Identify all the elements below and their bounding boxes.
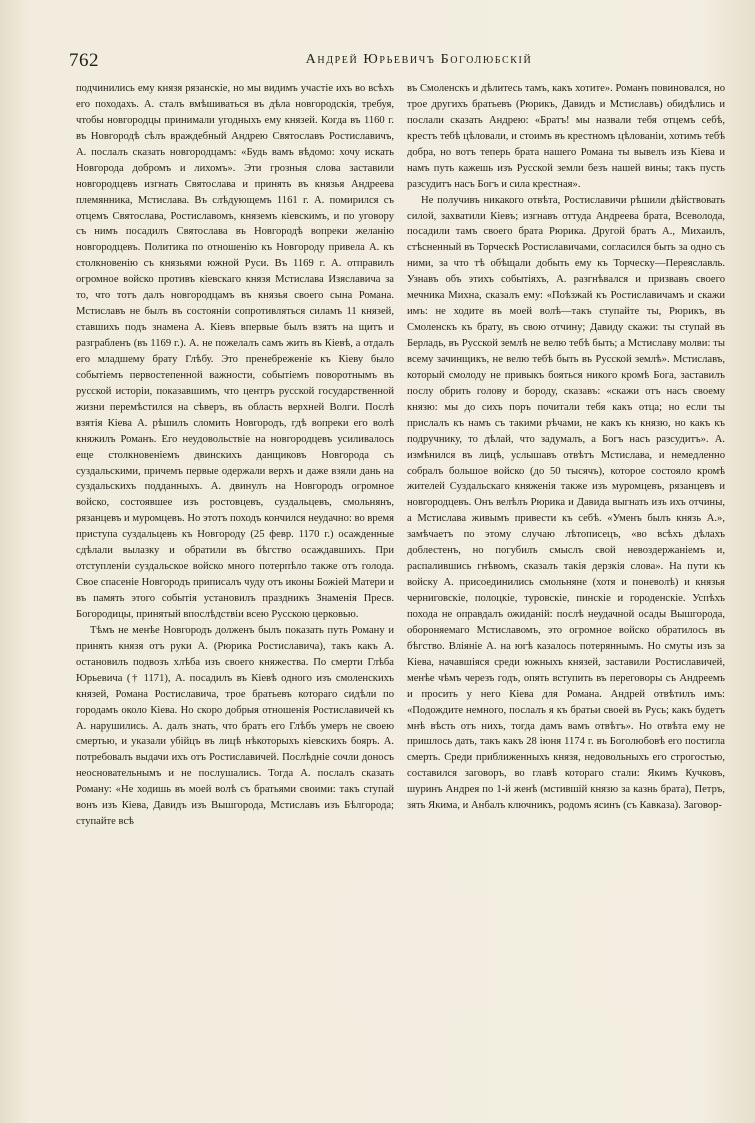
right-paragraph-2: Не получивъ никакого отвѣта, Ростиславичи рѣшили дѣйствовать силой, захватили Кіевъ; изгнавъ оттуда Андреева брата, Всеволода, посадили тамъ своего брата Рюрика. Другой братъ А., Михаилъ, стѣсненный въ Торческѣ Ростиславичами, согласился быть за одно съ ними, за что тѣ обѣщали добыть ему къ Торческу—Переяславль. Узнавъ объ этихъ событіяхъ, А. разгнѣвался и призвавъ своего мечника Михна, сказалъ ему: «Поѣзжай къ Ростиславичамъ и скажи имъ: не ходите въ моей волѣ—такъ ступайте ты, Рюрикъ, въ Смоленскъ къ брату, въ свою отчину; Давиду скажи: ты ступай въ Берладь, въ Русской землѣ не велю тебѣ быть; а Мстиславу молви: ты всему зачинщикъ, не велю тебѣ быть въ Русской землѣ». Мстиславъ, который смолоду не привыкъ бояться никого кромѣ Бога, заставилъ послу обрить голову и бороду, сказавъ: «скажи отъ насъ своему князю: мы до сихъ поръ почитали тебя какъ отца; но если ты прислалъ къ намъ съ такими рѣчами, не какъ къ князю, но какъ къ подручнику, то дѣлай, что задумалъ, а Богъ насъ разсудитъ». А. измѣнился въ лицѣ, услышавъ отвѣтъ Мстислава, и немедленно собралъ большое войско (до 50 тысячъ), которое состояло кромѣ жителей Суздальскаго княженія также изъ муромцевъ, рязанцевъ и новгородцевъ. Онъ велѣлъ Рюрика и Давида выгнать изъ ихъ отчины, а Мстислава живымъ привести къ себѣ. «Уменъ былъ князь А.», замѣчаетъ по этому случаю лѣтописецъ, «во всѣхъ дѣлахъ доблестенъ, но погубилъ смыслъ свой невоздержаніемъ и, распалившись гнѣвомъ, сказалъ такія дерзкія слова». На пути къ войску А. присоединились смольняне (хотя и поневолѣ) и князья черниговскіе, полоцкіе, туровскіе, пинскіе и городенскіе. Успѣхъ похода не оправдалъ ожиданій: послѣ неудачной осады Вышгорода, обороняемаго Мстиславомъ, это огромное войско обратилось въ бѣгство. Вліяніе А. на югѣ казалось потеряннымъ. Но смуты изъ за Кіева, начавшіяся среди южныхъ князей, заставили Ростиславичей, менѣе чѣмъ черезъ годъ, опять вступить въ переговоры съ Андреемъ и просить у него Кіева для Романа. Андрей отвѣтилъ имъ: «Подождите немного, послалъ я къ братьи своей въ Русь; какъ будетъ мнѣ вѣсть отъ нихъ, тогда дамъ вамъ отвѣтъ». Но отвѣта ему не пришлось дать, такъ какъ 28 іюня 1174 г. въ Боголюбовѣ его постигла смерть. Среди приближенныхъ князя, недовольныхъ его строгостью, составился заговоръ, во главѣ котораго стали: Якимъ Кучковъ, шуринъ Андрея по 1-й женѣ (мстившій князю за казнь брата), Петръ, зять Якима, и Анбалъ ключникъ, родомъ ясинъ (съ Кавказа). Заговор- bbox=[407, 194, 725, 812]
page-number: 762 bbox=[69, 50, 99, 71]
right-column bbox=[407, 81, 725, 1091]
right-paragraph-1: въ Смоленскъ и дѣлитесь тамъ, какъ хотите». Романъ повиновался, но трое другихъ братьевъ (Рюрикъ, Давидъ и Мстиславъ) обидѣлись и послали сказать Андрею: «Братъ! мы назвали тебя отцемъ себѣ, крестъ тебѣ цѣловали, и стоимъ въ крестномъ цѣлованіи, хотимъ тебѣ добра, но вотъ теперь брата нашего Романа ты вывелъ изъ Кіева и намъ путь кажешь изъ Русской земли безъ нашей вины; такъ пусть разсудитъ насъ Богъ и сила крестная». bbox=[407, 83, 725, 190]
left-paragraph-1: подчинились ему князя рязанскіе, но мы видимъ участіе ихъ во всѣхъ его походахъ. А. сталъ вмѣшиваться въ дѣла новгородскія, требуя, чтобы новгородцы принимали угодныхъ ему князей. Когда въ 1160 г. въ Новгородѣ сѣлъ враждебный Андрею Святославъ Ростиславичъ, А. послалъ сказать новгородцамъ: «Будь вамъ вѣдомо: хочу искать Новгорода добромъ и лихомъ». Эти грозныя слова заставили новгородцевъ изгнать Святослава и принять въ князья Андреева племянника, Мстислава. Въ слѣдующемъ 1161 г. А. помирился съ отцемъ Святослава, Ростиславомъ, княземъ кіевскимъ, и по уговору съ нимъ посадилъ Святослава въ Новгородѣ вопреки желанію новгородцевъ. Политика по отношенію къ Новгороду привела А. къ столкновенію съ князьями южной Руси. Въ 1169 г. А. отправилъ огромное войско противъ кіевскаго князя Мстислава Изяславича за то, что тотъ далъ новгородцамъ въ князья своего сына Романа. Мстиславъ не былъ въ состояніи сопротивляться силамъ 11 князей, ставшихъ подъ знамена А. Кіевъ впервые былъ взятъ на щитъ и разграбленъ (въ 1169 г.). А. не пожелалъ самъ жить въ Кіевѣ, а отдалъ его младшему брату Глѣбу. Это пренебреженіе къ Кіеву было событіемъ первостепенной важности, событіемъ поворотнымъ въ русской исторіи, показавшимъ, что центръ русской государственной жизни перемѣстился на сѣверъ, въ область верхней Волги. Послѣ взятія Кіева А. рѣшилъ сломить Новгородъ, гдѣ вопреки его волѣ княжилъ Романъ. Его неудовольствіе на новгородцевъ усиливалось еще столкновеніемъ двинскихъ данщиковъ Новгорода съ суздальскими, причемъ первые одержали верхъ и даже взяли дань на суздальскихъ подданныхъ. А. двинулъ на Новгородъ огромное войско, состоявшее изъ ростовцевъ, суздальцевъ, смольнянъ, рязанцевъ и муромцевъ. Но этотъ походъ кончился неудачно: во время приступа суздальцевъ къ Новгороду (25 февр. 1170 г.) осажденные сдѣлали вылазку и обратили въ бѣгство осаждавшихъ. При отступленіи суздальское войско много потерпѣло также отъ голода. Свое спасеніе Новгородъ приписалъ чуду отъ иконы Божіей Матери и въ память этого событія установилъ праздникъ Знаменія Пресв. Богородицы, принятый впослѣдствіи всею Русскою церковью. bbox=[76, 83, 394, 620]
left-paragraph-2: Тѣмъ не менѣе Новгородъ долженъ былъ показать путь Роману и принять князя отъ руки А. (Рюрика Ростиславича), такъ какъ А. остановилъ подвозъ хлѣба изъ своего княжества. По смерти Глѣба Юрьевича († 1171), А. посадилъ въ Кіевѣ одного изъ смоленскихъ князей, Романа Ростиславича, трое братьевъ котораго сидѣли по городамъ около Кіева. Но скоро добрыя отношенія Ростиславичей къ А. нарушились. А. далъ знать, что братъ его Глѣбъ умеръ не своею смертью, и указали убійцъ въ лицѣ нѣкоторыхъ кіевскихъ бояръ. А. потребовалъ выдачи ихъ отъ Ростиславичей. Послѣдніе сочли доносъ неосновательнымъ и не послушались. Тогда А. послалъ сказать Роману: «Не ходишь въ моей волѣ съ братьями своими: такъ ступай вонъ изъ Кіева, Давидъ изъ Вышгорода, Мстиславъ изъ Бѣлгорода; ступайте всѣ bbox=[76, 624, 394, 828]
page-header bbox=[69, 50, 709, 74]
running-title: Андрей Юрьевичъ Боголюбскій bbox=[305, 52, 533, 67]
left-column bbox=[76, 81, 394, 1091]
